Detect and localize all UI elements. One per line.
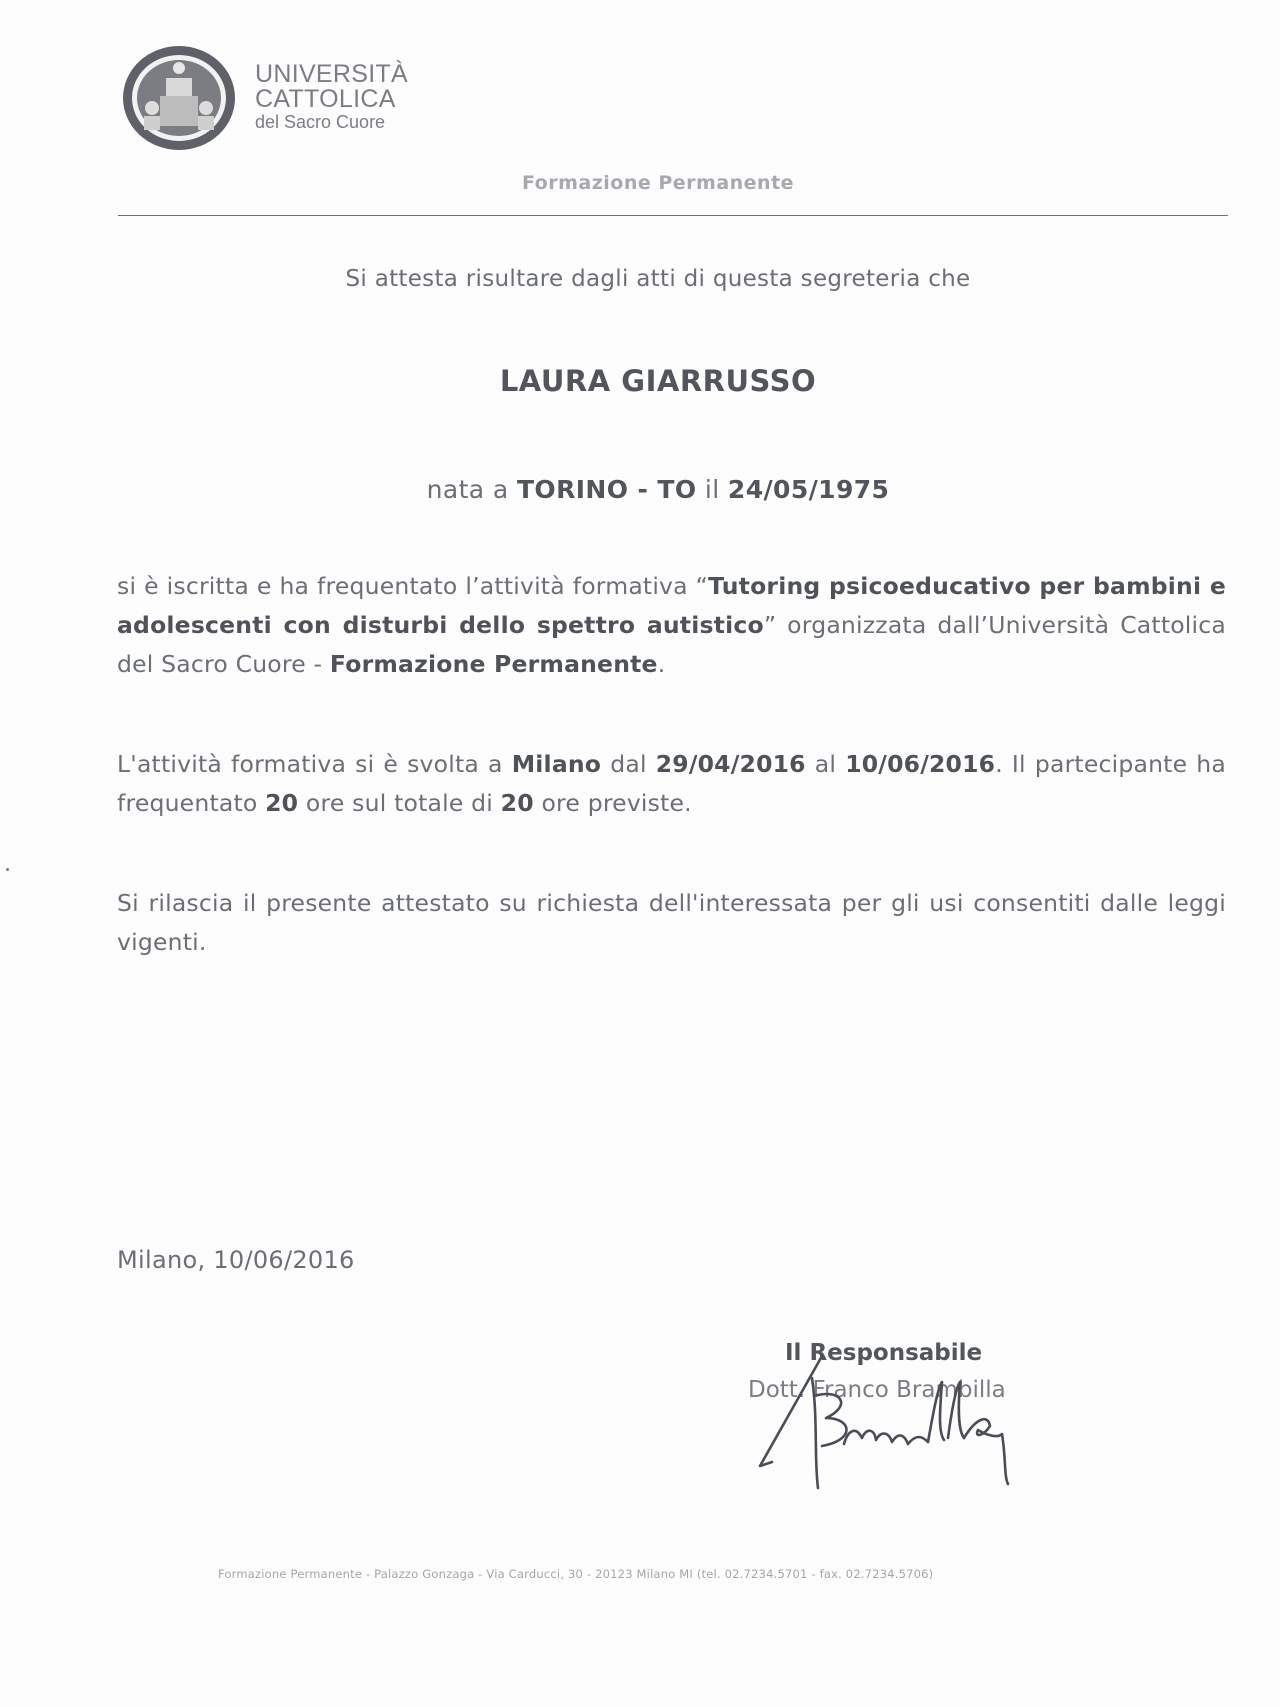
footer-address: Formazione Permanente - Palazzo Gonzaga - Via Carducci, 30 - 20123 Milano MI (tel. 02.7234.5701 - fax. 02.7234.5706) <box>218 1567 934 1581</box>
birth-place: TORINO - TO <box>516 475 697 504</box>
start-date: 29/04/2016 <box>655 750 806 778</box>
activity-text: L'attività formativa si è svolta a <box>117 750 512 778</box>
activity-city: Milano <box>511 750 602 778</box>
activity-text: dal <box>601 750 656 778</box>
person-name: LAURA GIARRUSSO <box>499 364 817 398</box>
birth-prefix: nata a <box>426 475 509 504</box>
university-seal-icon <box>120 44 238 152</box>
header-divider <box>118 215 1228 216</box>
course-title: Tutoring psicoeducativo per bambini e adolescenti con disturbi dello spettro autistico <box>117 572 1226 639</box>
university-name-line2: CATTOLICA <box>255 85 396 113</box>
university-name-line1: UNIVERSITÀ <box>255 60 409 88</box>
hours-attended: 20 <box>265 789 299 817</box>
place-and-date: Milano, 10/06/2016 <box>117 1246 355 1274</box>
hours-total: 20 <box>500 789 534 817</box>
release-paragraph: Si rilascia il presente attestato su richiesta dell'interessata per gli usi consentiti dalle leggi vigenti. <box>117 889 1226 956</box>
activity-text: al <box>805 750 846 778</box>
enrollment-text-before: si è iscritta e ha frequentato l’attività formativa “ <box>117 572 709 600</box>
university-wordmark <box>255 62 408 131</box>
scan-artifact <box>6 868 9 871</box>
activity-text: ore previste. <box>533 789 692 817</box>
signatory-name: Dott. Franco Brambilla <box>748 1377 1006 1403</box>
signatory-title: Il Responsabile <box>785 1340 983 1366</box>
attestation-intro: Si attesta risultare dagli atti di questa segreteria che <box>345 266 971 292</box>
organizer: Formazione Permanente <box>329 650 658 678</box>
activity-text: ore sul totale di <box>298 789 501 817</box>
handwritten-signature-icon <box>752 1348 1052 1498</box>
activity-text: . Il partecipante ha frequentato <box>117 750 1226 817</box>
enrollment-end: . <box>657 650 666 678</box>
enrollment-text-after: ” organizzata dall’Università Cattolica del Sacro Cuore - <box>117 611 1226 678</box>
activity-paragraph <box>117 745 1226 823</box>
birth-connector: il <box>704 475 720 504</box>
department-title: Formazione Permanente <box>521 172 795 194</box>
enrollment-paragraph <box>117 567 1226 684</box>
university-name-line3: del Sacro Cuore <box>255 112 386 132</box>
birth-details <box>0 475 1280 504</box>
end-date: 10/06/2016 <box>845 750 996 778</box>
birth-date: 24/05/1975 <box>727 475 890 504</box>
